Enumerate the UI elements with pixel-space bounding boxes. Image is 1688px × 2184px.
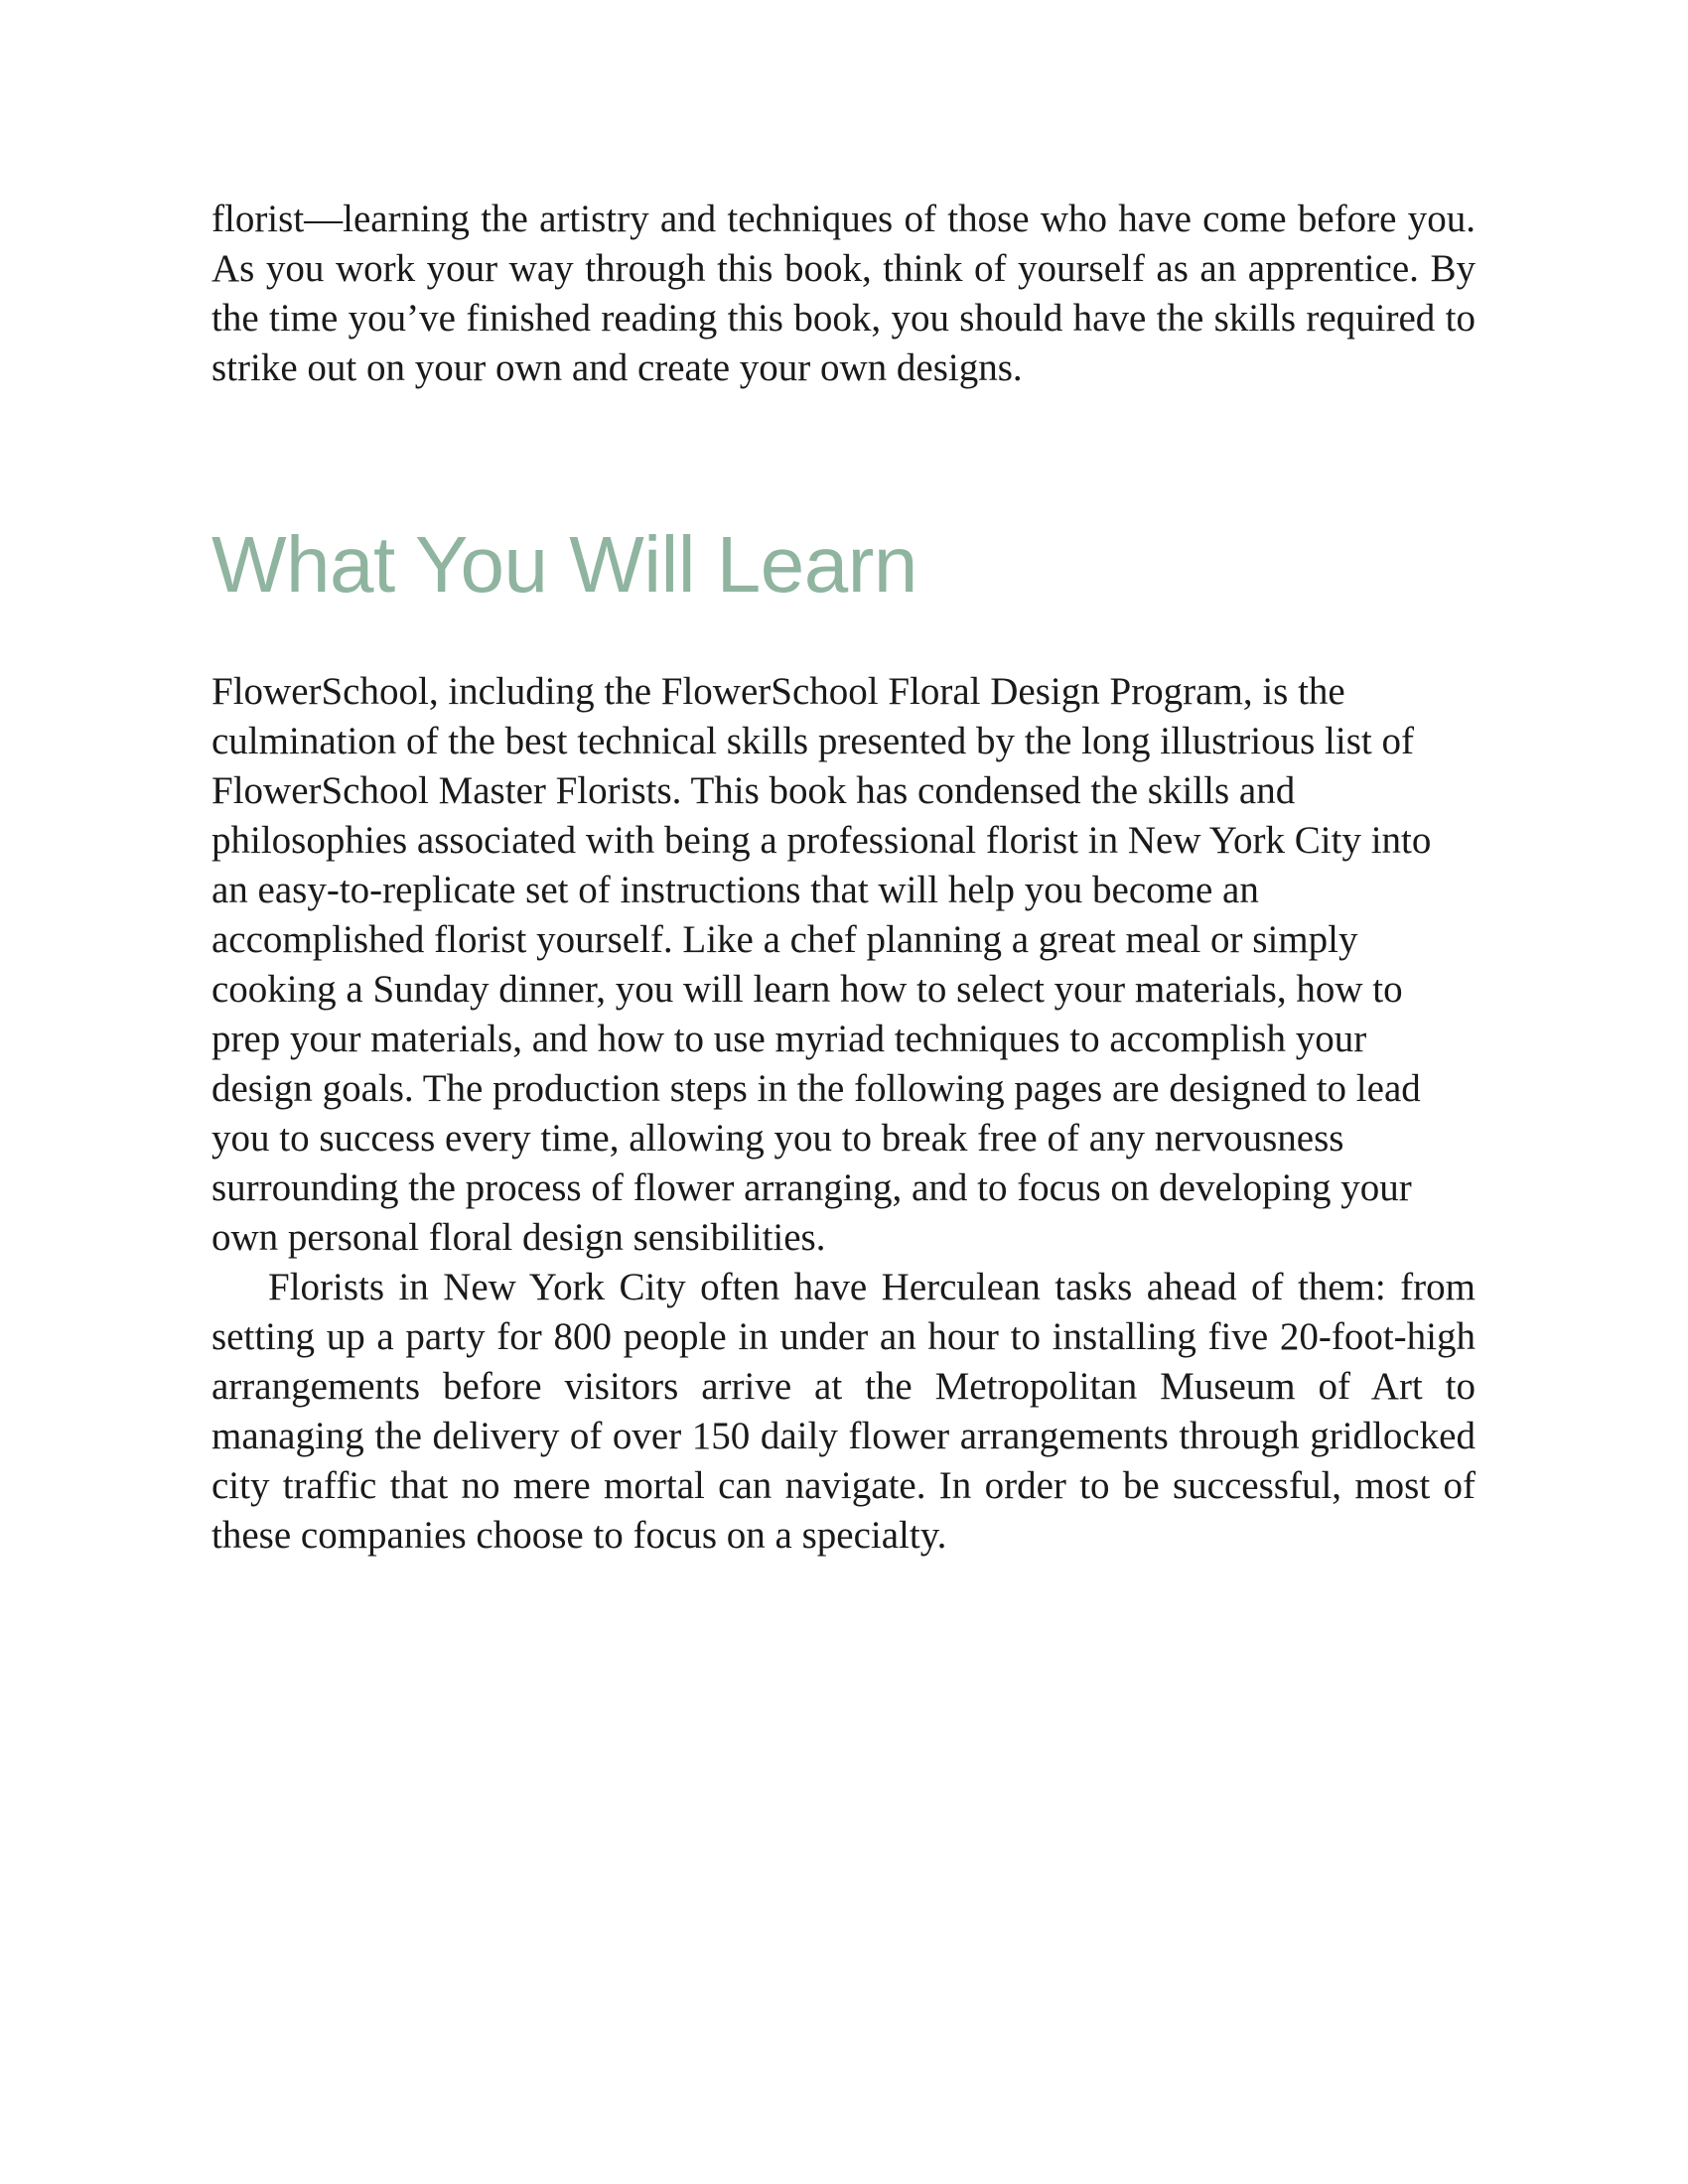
- continued-paragraph: florist—learning the artistry and techniques of those who have come before you. As you work your way through this book, think of yourself as an apprentice. By the time you’ve finished reading this book, you should have the skills required to strike out on your own and create your own designs.: [211, 198, 1476, 389]
- section-paragraph-2: Florists in New York City often have Herculean tasks ahead of them: from setting up a party for 800 people in under an hour to installing five 20-foot-high arrangements before visitors arrive at the Metropolitan Museum of Art to managing the delivery of over 150 daily flower arrangements through gridlocked city traffic that no mere mortal can navigate. In order to be successful, most of these companies choose to focus on a specialty.: [211, 1266, 1476, 1557]
- section-heading: What You Will Learn: [211, 520, 917, 609]
- section-paragraph-1: FlowerSchool, including the FlowerSchool Floral Design Program, is the culmination of the best technical skills presented by the long illustrious list of FlowerSchool Master Florists. This book has condensed the skills and philosophies associated with being a professional florist in New York City into an easy-to-replicate set of instructions that will help you become an accomplished florist yourself. Like a chef planning a great meal or simply cooking a Sunday dinner, you will learn how to select your materials, how to prep your materials, and how to use myriad techniques to accomplish your design goals. The production steps in the following pages are designed to lead you to success every time, allowing you to break free of any nervousness surrounding the process of flower arranging, and to focus on developing your own personal floral design sensibilities.: [211, 670, 1432, 1259]
- page-body: [211, 195, 1476, 1561]
